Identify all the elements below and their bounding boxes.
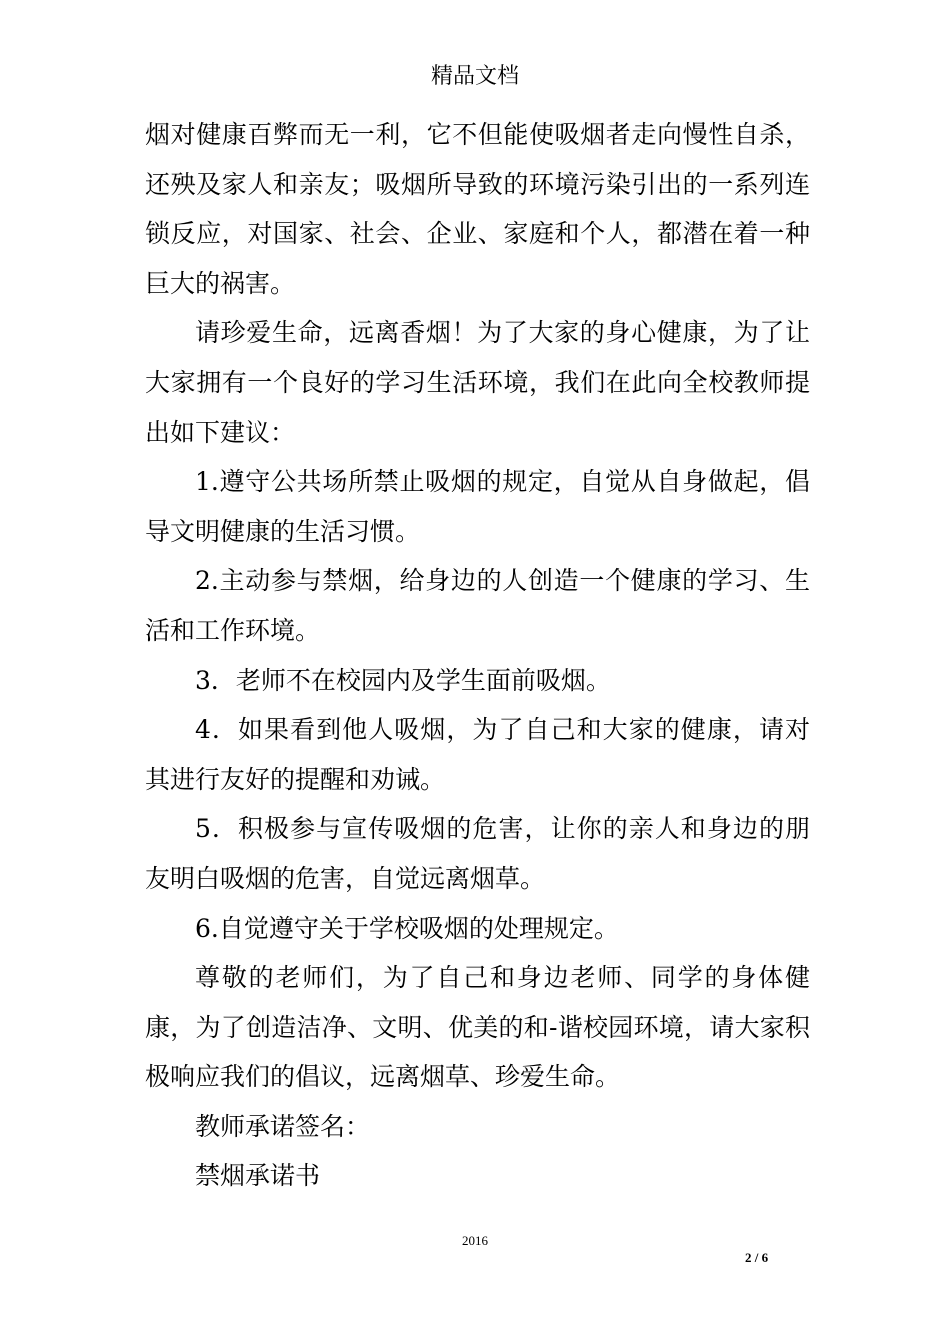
page-header-title: 精品文档: [430, 64, 519, 89]
list-item-1: 1.遵守公共场所禁止吸烟的规定，自觉从自身做起，倡导文明健康的生活习惯。: [145, 467, 810, 546]
section-title: 禁烟承诺书: [195, 1161, 321, 1191]
document-body: [145, 110, 810, 1201]
paragraph-appeal: 请珍爱生命，远离香烟！为了大家的身心健康，为了让大家拥有一个良好的学习生活环境，我们在此向全校教师提出如下建议：: [145, 318, 810, 447]
footer-year: 2016: [462, 1233, 488, 1248]
list-item-4: 4．如果看到他人吸烟，为了自己和大家的健康，请对其进行友好的提醒和劝诫。: [145, 715, 810, 794]
page-number: 2 / 6: [745, 1250, 769, 1265]
paragraph-intro: 烟对健康百弊而无一利，它不但能使吸烟者走向慢性自杀，还殃及家人和亲友；吸烟所导致的环境污染引出的一系列连锁反应，对国家、社会、企业、家庭和个人，都潜在着一种巨大的祸害。: [145, 120, 810, 298]
paragraph-closing: 尊敬的老师们，为了自己和身边老师、同学的身体健康，为了创造洁净、文明、优美的和-谐校园环境，请大家积极响应我们的倡议，远离烟草、珍爱生命。: [145, 963, 810, 1092]
list-item-5: 5．积极参与宣传吸烟的危害，让你的亲人和身边的朋友明白吸烟的危害，自觉远离烟草。: [145, 814, 810, 893]
list-item-3: 3．老师不在校园内及学生面前吸烟。: [195, 665, 611, 695]
signature-label: 教师承诺签名：: [195, 1111, 371, 1141]
list-item-6: 6.自觉遵守关于学校吸烟的处理规定。: [195, 913, 619, 943]
list-item-2: 2.主动参与禁烟，给身边的人创造一个健康的学习、生活和工作环境。: [145, 566, 810, 645]
